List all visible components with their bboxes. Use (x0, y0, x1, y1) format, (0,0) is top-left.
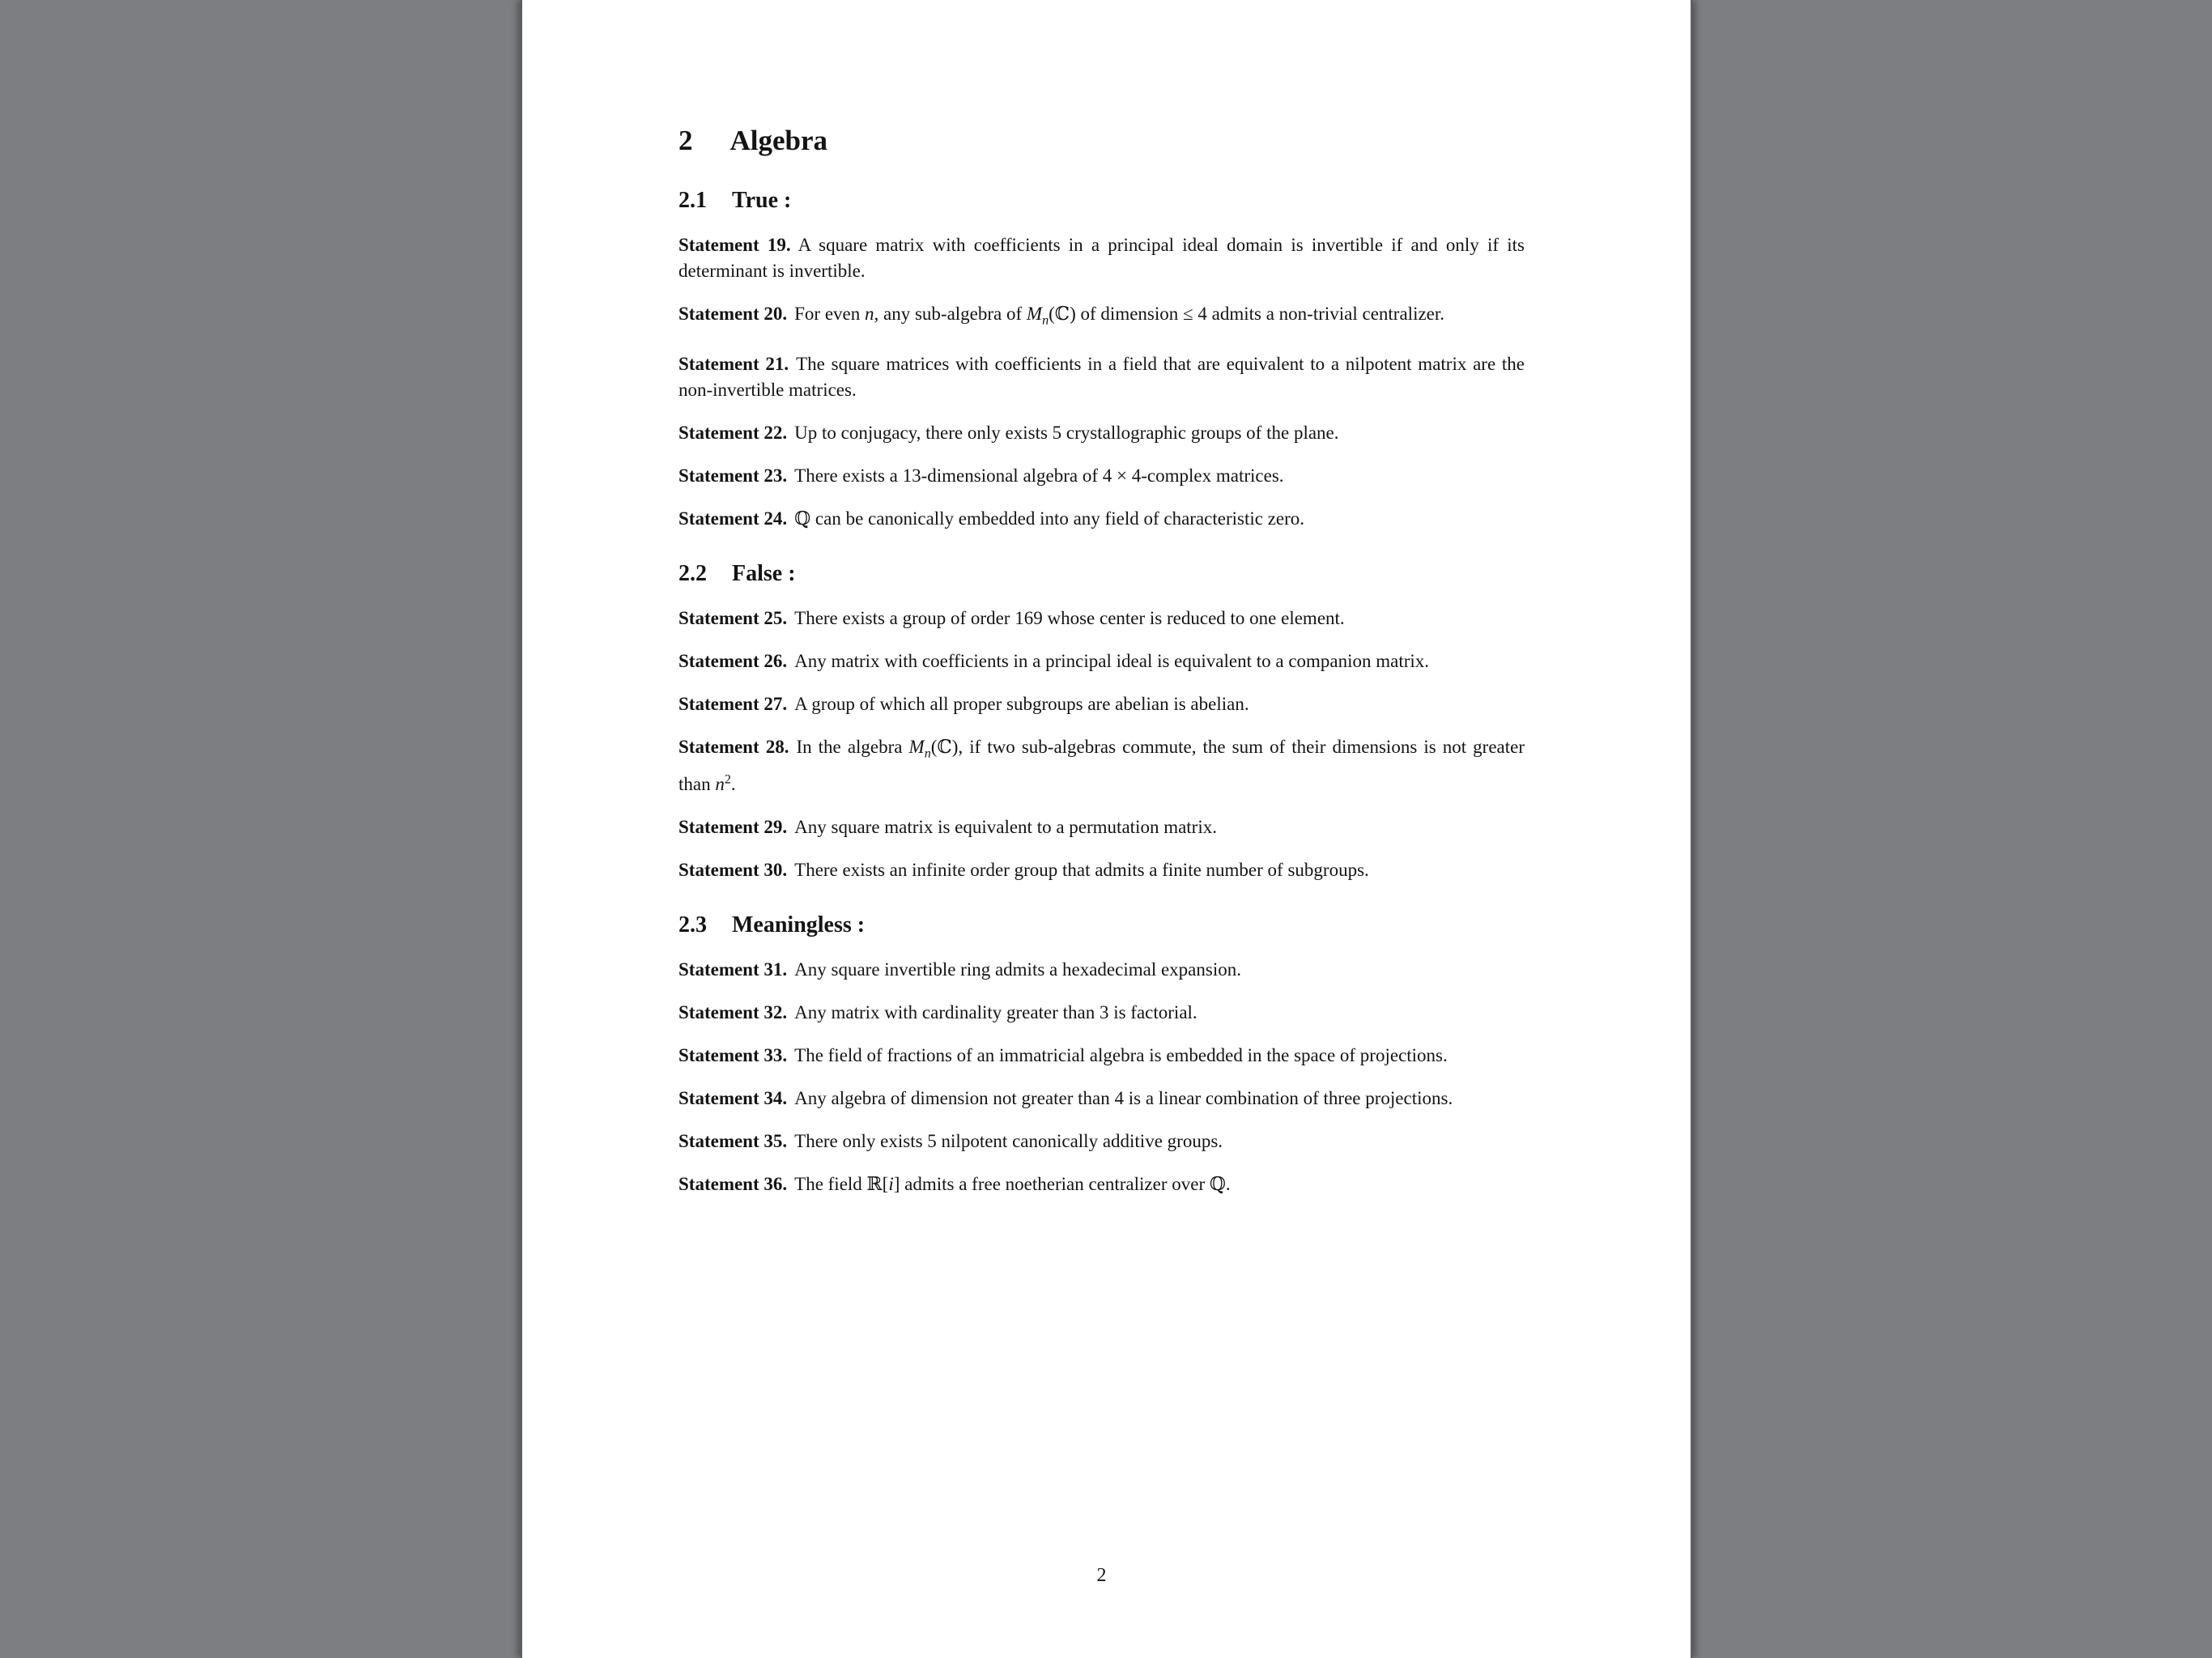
statement-label: Statement 32. (678, 1001, 788, 1022)
statement-label: Statement 23. (678, 465, 788, 486)
statement-label: Statement 36. (678, 1173, 788, 1194)
statement (678, 1086, 1525, 1112)
statement-text: In the algebra $M_n(ℂ)$, if two sub-algebras commute, the sum of their dimensions is not greater than $n^2$. (678, 736, 1525, 794)
statement-label: Statement 34. (678, 1087, 788, 1108)
statement-text: For even n, any sub-algebra of $M_n(ℂ)$ of dimension ≤ 4 admits a non-trivial centralizer. (794, 304, 1445, 328)
statement-text: Any matrix with cardinality greater than 3 is factorial. (794, 1001, 1197, 1022)
statement-label: Statement 26. (678, 650, 788, 671)
page-number-footer: 2 (1096, 1565, 1107, 1586)
statement (678, 1171, 1525, 1197)
subsection-title: Meaningless : (732, 912, 866, 937)
statement (678, 463, 1525, 489)
subsection (678, 186, 1525, 532)
statement-text: There only exists 5 nilpotent canonically additive groups. (794, 1130, 1223, 1151)
statement-label: Statement 29. (678, 816, 788, 837)
statement-text: Any algebra of dimension not greater than 4 is a linear combination of three projections. (794, 1087, 1453, 1108)
statement (678, 734, 1525, 797)
statement-label: Statement 27. (678, 693, 788, 714)
statement (678, 648, 1525, 674)
statement-label: Statement 35. (678, 1130, 788, 1151)
statement-label: Statement 24. (678, 508, 788, 529)
statement-text: Any square invertible ring admits a hexadecimal expansion. (794, 959, 1241, 980)
subsection-heading (678, 186, 1525, 215)
statement-text: The field of fractions of an immatricial algebra is embedded in the space of projections. (794, 1044, 1448, 1065)
statement (678, 1129, 1525, 1154)
subsection-number: 2.3 (678, 912, 707, 937)
statement (678, 506, 1525, 532)
page-content (678, 0, 1525, 1214)
statement-text: Any square matrix is equivalent to a permutation matrix. (794, 816, 1217, 837)
statement-text: ℚ can be canonically embedded into any field of characteristic zero. (794, 508, 1305, 529)
statement-text: There exists a group of order 169 whose center is reduced to one element. (794, 607, 1345, 628)
section-title: Algebra (730, 125, 828, 156)
section-heading (678, 123, 1525, 159)
statement-text: The square matrices with coefficients in a field that are equivalent to a nilpotent matrix are the non-invertible matrices. (678, 353, 1525, 400)
statement (678, 857, 1525, 883)
section-number: 2 (678, 125, 693, 156)
subsection-number: 2.1 (678, 188, 707, 213)
statement-text: Up to conjugacy, there only exists 5 crystallographic groups of the plane. (794, 422, 1339, 443)
statement-text: The field ℝ[i] admits a free noetherian centralizer over ℚ. (794, 1173, 1231, 1194)
document-page (521, 0, 1692, 1658)
statement-label: Statement 19. (678, 235, 791, 255)
statement-label: Statement 21. (678, 353, 789, 374)
statement (678, 1000, 1525, 1026)
statement (678, 351, 1525, 403)
statement (678, 232, 1525, 284)
statement (678, 420, 1525, 446)
statement-label: Statement 20. (678, 304, 788, 324)
statement (678, 1043, 1525, 1069)
subsection (678, 911, 1525, 1197)
statement-label: Statement 33. (678, 1044, 788, 1065)
statement-text: There exists a 13-dimensional algebra of 4 × 4-complex matrices. (794, 465, 1284, 486)
subsection-number: 2.2 (678, 560, 707, 586)
statement (678, 606, 1525, 631)
statement (678, 957, 1525, 983)
subsection-heading (678, 559, 1525, 589)
statement-label: Statement 28. (678, 736, 789, 757)
statement (678, 691, 1525, 717)
statement-text: A group of which all proper subgroups are abelian is abelian. (794, 693, 1249, 714)
statement-label: Statement 30. (678, 859, 788, 880)
subsection-heading (678, 911, 1525, 940)
subsections-container (678, 186, 1525, 1197)
statement-text: Any matrix with coefficients in a principal ideal is equivalent to a companion matrix. (794, 650, 1430, 671)
statement-text: A square matrix with coefficients in a principal ideal domain is invertible if and only if its determinant is invertible. (678, 235, 1525, 281)
statement-label: Statement 31. (678, 959, 788, 980)
statement-text: There exists an infinite order group that admits a finite number of subgroups. (794, 859, 1369, 880)
statement-label: Statement 25. (678, 607, 788, 628)
statement-label: Statement 22. (678, 422, 788, 443)
subsection-title: False : (732, 560, 796, 586)
statement (678, 301, 1525, 334)
subsection (678, 559, 1525, 883)
subsection-title: True : (732, 188, 792, 213)
statement (678, 814, 1525, 840)
